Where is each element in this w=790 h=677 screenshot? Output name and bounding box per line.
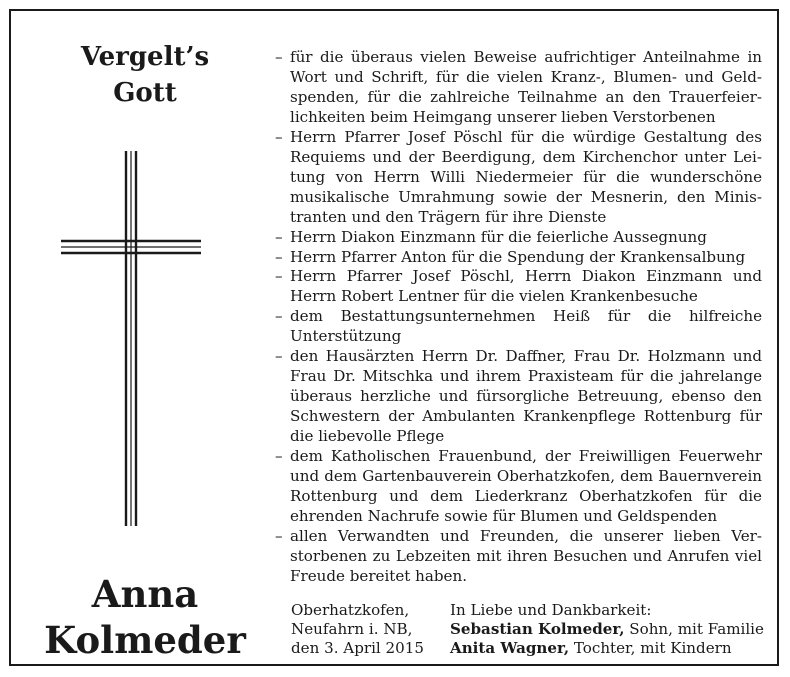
deceased-last-name: Kolmeder (44, 618, 246, 662)
thanks-item: – dem Katholischen Frauenbund, der Freiwilligen Feuerwehr und dem Gartenbauverein Oberhatzkofen, dem Bauernverein Rottenburg und dem Liederkranz Oberhatzkofen für die ehrenden Nachrufe sowie für Blumen und Geldspenden (274, 447, 762, 527)
signature-intro: In Liebe und Dankbarkeit: (450, 601, 652, 619)
heading-block (22, 39, 268, 111)
mourner-relation: Sohn, mit Familie (624, 620, 764, 638)
heading-line-2: Gott (113, 78, 177, 108)
thanks-item: – den Hausärzten Herrn Dr. Daffner, Frau Dr. Holzmann und Frau Dr. Mitschka und ihrem Praxisteam für die jahrelange überaus herzliche und fürsorgliche Betreuung, ebenso den Schwestern der Ambulanten Krankenpflege Rottenburg für die liebevolle Pflege (274, 347, 762, 447)
mourner-name: Sebastian Kolmeder, (450, 620, 625, 638)
thanks-item: – Herrn Pfarrer Anton für die Spendung der Krankensalbung (274, 248, 762, 268)
place-date (291, 601, 451, 658)
thanks-item: – allen Verwandten und Freunden, die unserer lieben Verstorbenen zu Lebzeiten mit ihren Besuchen und Anrufen viel Freude bereitet haben. (274, 527, 762, 587)
obituary-card (9, 9, 779, 666)
place-line-2: Neufahrn i. NB, (291, 620, 413, 638)
thanks-item: – Herrn Pfarrer Josef Pöschl, Herrn Diakon Einzmann und Herrn Robert Lentner für die vielen Krankenbesuche (274, 267, 762, 307)
thanks-item: – für die überaus vielen Beweise aufrichtiger Anteilnahme in Wort und Schrift, für die vielen Kranz-, Blumen- und Geldspenden, für die zahlreiche Teilnahme an den Trauerfeierlichkeiten beim Heimgang unserer lieben Verstorbenen (274, 48, 762, 128)
mourner-name: Anita Wagner, (450, 639, 570, 657)
mourner-line (450, 620, 780, 639)
place-line-1: Oberhatzkofen, (291, 601, 410, 619)
deceased-name (22, 571, 268, 663)
deceased-first-name: Anna (91, 572, 199, 616)
thanks-item: – dem Bestattungsunternehmen Heiß für die hilfreiche Unterstützung (274, 307, 762, 347)
heading-line-1: Vergelt’s (80, 42, 210, 72)
date-line: den 3. April 2015 (291, 639, 424, 657)
mourners (450, 601, 780, 658)
thanks-item: – Herrn Pfarrer Josef Pöschl für die würdige Gestaltung des Requiems und der Beerdigung, dem Kirchenchor unter Leitung von Herrn Willi Niedermeier für die wunderschöne musikalische Umrahmung sowie der Mesnerin, den Ministranten und den Trägern für ihre Dienste (274, 128, 762, 228)
thanks-text (274, 48, 762, 587)
cross-icon (61, 151, 231, 535)
mourner-relation: Tochter, mit Kindern (569, 639, 732, 657)
thanks-list (274, 48, 762, 587)
thanks-item: – Herrn Diakon Einzmann für die feierliche Aussegnung (274, 228, 762, 248)
mourner-line (450, 639, 780, 658)
